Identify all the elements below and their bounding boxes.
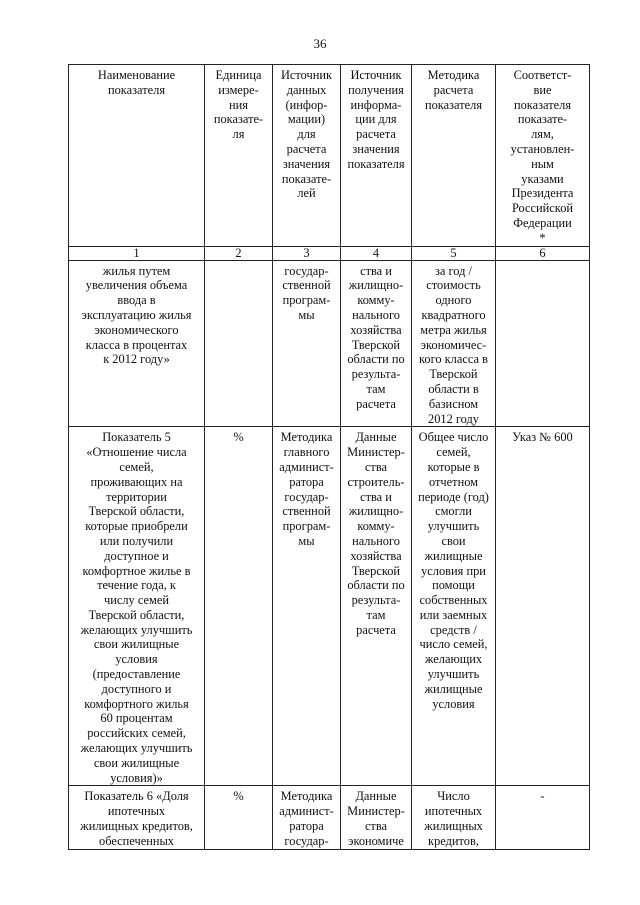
header-unit: Единица измере- ния показате- ля — [205, 65, 273, 247]
table-cell: % — [205, 786, 273, 849]
column-number: 2 — [205, 246, 273, 260]
table-header-row — [69, 65, 590, 247]
table-row — [69, 427, 590, 786]
table-cell: жилья путем увеличения объема ввода в эксплуатацию жилья экономического класса в процентах к 2012 году» — [69, 260, 205, 427]
header-data-source: Источник данных (инфор- мации) для расчета значения показате- лей — [273, 65, 341, 247]
column-number: 1 — [69, 246, 205, 260]
column-number: 5 — [412, 246, 496, 260]
table-cell: за год / стоимость одного квадратного метра жилья экономичес- кого класса в Тверской области в базисном 2012 году — [412, 260, 496, 427]
table-cell: Число ипотечных жилищных кредитов, — [412, 786, 496, 849]
table-cell — [496, 260, 590, 427]
table-cell: ства и жилищно- комму- нального хозяйства Тверской области по результа- там расчета — [341, 260, 412, 427]
table-cell — [205, 260, 273, 427]
column-number: 6 — [496, 246, 590, 260]
table-cell: Указ № 600 — [496, 427, 590, 786]
table-cell: Методика главного админист- ратора государ- ственной програм- мы — [273, 427, 341, 786]
table-cell: - — [496, 786, 590, 849]
indicators-table — [68, 64, 590, 850]
header-info-source: Источник получения информа- ции для расчета значения показателя — [341, 65, 412, 247]
table-cell: государ- ственной програм- мы — [273, 260, 341, 427]
table-cell: Показатель 5 «Отношение числа семей, проживающих на территории Тверской области, которые приобрели или получили доступное и комфортное жилье в течение года, к числу семей Тверской области, желающих улучшить свои жилищные условия (предоставление доступного и комфортного жилья 60 процентам российских семей, желающих улучшить свои жилищные условия)» — [69, 427, 205, 786]
header-indicator-name: Наименование показателя — [69, 65, 205, 247]
table-cell: % — [205, 427, 273, 786]
page-number: 36 — [313, 36, 327, 51]
table-row — [69, 260, 590, 427]
header-method: Методика расчета показателя — [412, 65, 496, 247]
column-number: 3 — [273, 246, 341, 260]
table-row — [69, 786, 590, 849]
header-decree-correspondence: Соответст- вие показателя показате- лям, установлен- ным указами Президента Российской Федерации * — [496, 65, 590, 247]
table-cell: Методика админист- ратора государ- — [273, 786, 341, 849]
table-cell: Показатель 6 «Доля ипотечных жилищных кредитов, обеспеченных — [69, 786, 205, 849]
column-number-row — [69, 246, 590, 260]
column-number: 4 — [341, 246, 412, 260]
table-cell: Общее число семей, которые в отчетном периоде (год) смогли улучшить свои жилищные условия при помощи собственных или заемных средств / число семей, желающих улучшить жилищные условия — [412, 427, 496, 786]
table-cell: Данные Министер- ства строитель- ства и жилищно- комму- нального хозяйства Тверской области по результа- там расчета — [341, 427, 412, 786]
table-cell: Данные Министер- ства экономиче — [341, 786, 412, 849]
